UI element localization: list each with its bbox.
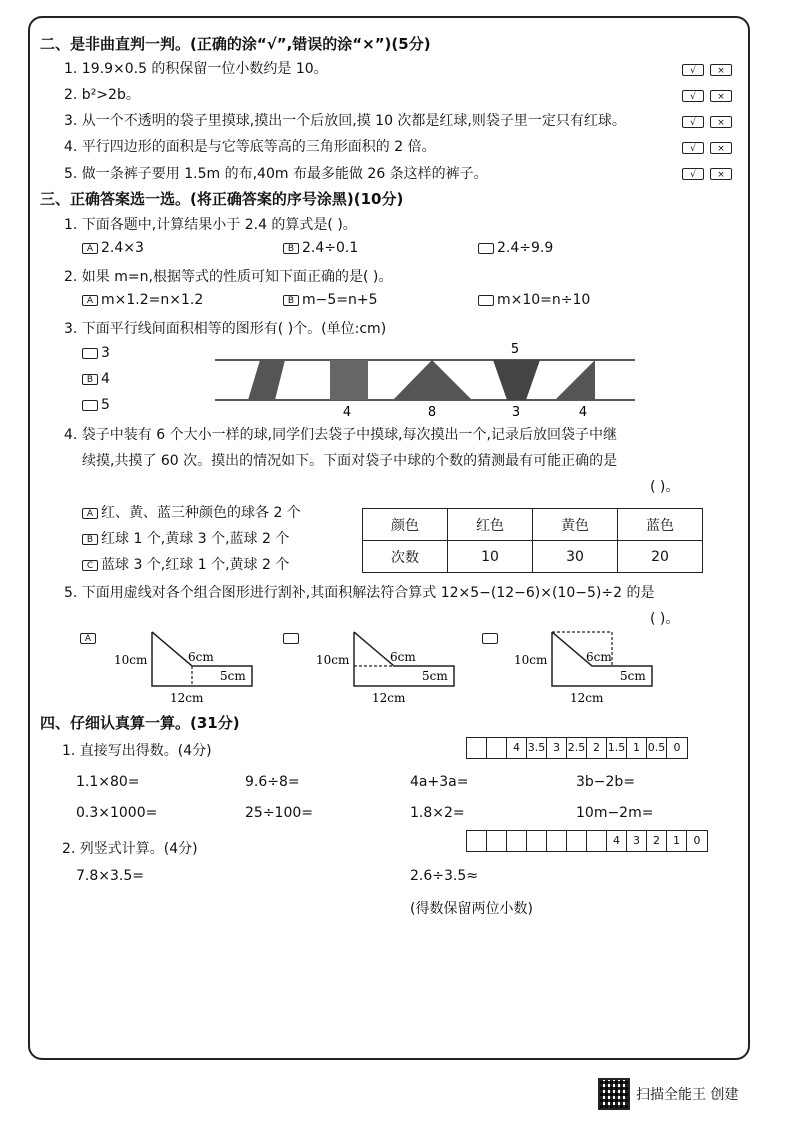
score-cell[interactable]: 1: [667, 831, 687, 851]
score-cell[interactable]: 3: [547, 738, 567, 758]
section-4-title: 四、仔细认真算一算。(31分): [40, 714, 240, 732]
q1-option-b[interactable]: B 2.4÷0.1: [283, 240, 358, 256]
score-cell[interactable]: [467, 831, 487, 851]
score-cell[interactable]: 1.5: [607, 738, 627, 758]
rounding-note: (得数保留两位小数): [410, 901, 533, 917]
score-cell[interactable]: [567, 831, 587, 851]
bottom-length-label: 8: [427, 405, 437, 420]
bottom-length-label: 4: [578, 405, 588, 420]
table-cell: 红色: [448, 509, 533, 541]
q4-text-line1: 4. 袋子中装有 6 个大小一样的球,同学们去袋子中摸球,每次摸出一个,记录后放回袋子中继: [64, 427, 617, 443]
scanner-watermark: [598, 1078, 738, 1110]
q2-option-c[interactable]: m×10=n÷10: [478, 292, 590, 308]
calc-item: 9.6÷8=: [245, 774, 300, 790]
tf-true-bubble[interactable]: √: [682, 64, 704, 76]
score-cell[interactable]: 1: [627, 738, 647, 758]
option-bubble[interactable]: C: [82, 560, 98, 571]
q4-option-b[interactable]: B 红球 1 个,黄球 3 个,蓝球 2 个: [82, 528, 289, 548]
calc-item: 4a+3a=: [410, 774, 469, 790]
q1-text: 1. 下面各题中,计算结果小于 2.4 的算式是( )。: [64, 217, 357, 233]
q4-text-line2: 续摸,共摸了 60 次。摸出的情况如下。下面对袋子中球的个数的猜测最有可能正确的是: [82, 453, 618, 469]
tf-answer-5[interactable]: [682, 168, 732, 180]
q3-text: 3. 下面平行线间面积相等的图形有( )个。(单位:cm): [64, 321, 387, 337]
option-bubble[interactable]: A: [82, 508, 98, 519]
q1-option-c[interactable]: 2.4÷9.9: [478, 240, 553, 256]
vertical-calc-item: 7.8×3.5=: [76, 868, 144, 884]
tf-answer-2[interactable]: [682, 90, 732, 102]
table-cell: 黄色: [533, 509, 618, 541]
q5-option-c[interactable]: [482, 628, 501, 647]
q5-text: 5. 下面用虚线对各个组合图形进行割补,其面积解法符合算式 12×5−(12−6)×(10−5)÷2 的是: [64, 585, 655, 601]
table-cell: 10: [448, 541, 533, 573]
calc-q2-title: 2. 列竖式计算。(4分): [62, 841, 198, 857]
svg-text:6cm: 6cm: [390, 650, 416, 664]
calc-item: 10m−2m=: [576, 805, 654, 821]
option-bubble[interactable]: B: [82, 534, 98, 545]
tf-false-bubble[interactable]: ×: [710, 168, 732, 180]
option-bubble[interactable]: [283, 633, 299, 644]
svg-text:10cm: 10cm: [514, 653, 548, 667]
option-bubble[interactable]: A: [82, 295, 98, 306]
right-triangle-shape: [555, 360, 595, 400]
svg-text:10cm: 10cm: [114, 653, 148, 667]
parallel-lines-figure: [210, 340, 640, 420]
svg-text:5cm: 5cm: [422, 669, 448, 683]
score-grid-2: [466, 830, 708, 852]
q5-option-b[interactable]: [283, 628, 302, 647]
calc-item: 1.1×80=: [76, 774, 140, 790]
tf-false-bubble[interactable]: ×: [710, 142, 732, 154]
q2-text: 2. 如果 m=n,根据等式的性质可知下面正确的是( )。: [64, 269, 393, 285]
table-cell: 颜色: [363, 509, 448, 541]
score-cell[interactable]: 0.5: [647, 738, 667, 758]
svg-text:5cm: 5cm: [620, 669, 646, 683]
svg-text:10cm: 10cm: [316, 653, 350, 667]
tf-answer-3[interactable]: [682, 116, 732, 128]
bottom-length-label: 3: [511, 405, 521, 420]
score-cell[interactable]: 0: [693, 834, 701, 847]
score-cell[interactable]: [467, 738, 487, 758]
calc-item: 1.8×2=: [410, 805, 465, 821]
tf-item-5: 5. 做一条裤子要用 1.5m 的布,40m 布最多能做 26 条这样的裤子。: [64, 166, 488, 182]
q4-answer-blank[interactable]: ( )。: [650, 479, 680, 495]
svg-text:5cm: 5cm: [220, 669, 246, 683]
score-cell[interactable]: [487, 738, 507, 758]
table-row: [363, 541, 703, 573]
svg-text:12cm: 12cm: [372, 691, 406, 705]
calc-item: 3b−2b=: [576, 774, 636, 790]
option-bubble[interactable]: A: [80, 633, 96, 644]
section-3-title: 三、正确答案选一选。(将正确答案的序号涂黑)(10分): [40, 190, 404, 208]
rectangle-shape: [330, 360, 368, 400]
q3-option-a[interactable]: 3: [82, 345, 110, 361]
q2-option-b[interactable]: B m−5=n+5: [283, 292, 378, 308]
score-cell[interactable]: 4: [507, 738, 527, 758]
table-cell: 20: [618, 541, 703, 573]
option-bubble[interactable]: B: [283, 295, 299, 306]
option-bubble[interactable]: [478, 295, 494, 306]
table-cell: 次数: [363, 541, 448, 573]
score-cell[interactable]: [507, 831, 527, 851]
calc-item: 25÷100=: [245, 805, 313, 821]
q5-answer-blank[interactable]: ( )。: [650, 611, 680, 627]
composite-figure-a: [112, 624, 262, 706]
tf-false-bubble[interactable]: ×: [710, 116, 732, 128]
trapezoid-shape: [493, 360, 540, 400]
composite-figure-b: [314, 624, 464, 706]
option-bubble[interactable]: A: [82, 243, 98, 254]
option-bubble[interactable]: [478, 243, 494, 254]
option-bubble[interactable]: B: [82, 374, 98, 385]
tf-answer-1[interactable]: [682, 64, 732, 76]
qr-code-icon: [598, 1078, 630, 1110]
score-cell[interactable]: [487, 831, 507, 851]
q5-option-a[interactable]: [80, 628, 99, 647]
bottom-length-label: 4: [342, 405, 352, 420]
svg-text:12cm: 12cm: [170, 691, 204, 705]
score-cell[interactable]: [547, 831, 567, 851]
composite-figure-c: [512, 624, 672, 706]
q3-option-c[interactable]: 5: [82, 397, 110, 413]
tf-true-bubble[interactable]: √: [682, 142, 704, 154]
score-cell[interactable]: 4: [607, 831, 627, 851]
score-cell[interactable]: 0: [673, 741, 681, 754]
svg-text:6cm: 6cm: [586, 650, 612, 664]
tf-true-bubble[interactable]: √: [682, 90, 704, 102]
triangle-shape: [393, 360, 472, 400]
option-bubble[interactable]: [82, 348, 98, 359]
q4-option-a[interactable]: A 红、黄、蓝三种颜色的球各 2 个: [82, 502, 301, 522]
tf-true-bubble[interactable]: √: [682, 168, 704, 180]
tf-true-bubble[interactable]: √: [682, 116, 704, 128]
parallelogram-shape: [248, 360, 285, 400]
table-row: [363, 509, 703, 541]
score-cell[interactable]: 2: [647, 831, 667, 851]
score-cell[interactable]: 2.5: [567, 738, 587, 758]
q4-option-c[interactable]: C 蓝球 3 个,红球 1 个,黄球 2 个: [82, 554, 289, 574]
vertical-calc-item: 2.6÷3.5≈: [410, 868, 478, 884]
tf-item-2: 2. b²>2b。: [64, 87, 140, 103]
option-bubble[interactable]: [82, 400, 98, 411]
tf-item-1: 1. 19.9×0.5 的积保留一位小数约是 10。: [64, 61, 328, 77]
tf-item-4: 4. 平行四边形的面积是与它等底等高的三角形面积的 2 倍。: [64, 139, 436, 155]
tf-answer-4[interactable]: [682, 142, 732, 154]
section-2-title: 二、是非曲直判一判。(正确的涂“√”,错误的涂“×”)(5分): [40, 35, 431, 53]
option-bubble[interactable]: B: [283, 243, 299, 254]
watermark-text: 扫描全能王 创建: [636, 1087, 739, 1103]
score-grid-1: [466, 737, 688, 759]
score-cell[interactable]: 3.5: [527, 738, 547, 758]
svg-text:6cm: 6cm: [188, 650, 214, 664]
calc-q1-title: 1. 直接写出得数。(4分): [62, 743, 212, 759]
q3-option-b[interactable]: B 4: [82, 371, 110, 387]
q2-option-a[interactable]: A m×1.2=n×1.2: [82, 292, 203, 308]
tf-false-bubble[interactable]: ×: [710, 64, 732, 76]
tf-item-3: 3. 从一个不透明的袋子里摸球,摸出一个后放回,摸 10 次都是红球,则袋子里一定只有红球。: [64, 113, 626, 129]
tf-false-bubble[interactable]: ×: [710, 90, 732, 102]
score-cell[interactable]: [527, 831, 547, 851]
ball-count-table: [362, 508, 703, 573]
q1-option-a[interactable]: A 2.4×3: [82, 240, 144, 256]
score-cell[interactable]: 3: [627, 831, 647, 851]
option-bubble[interactable]: [482, 633, 498, 644]
score-cell[interactable]: [587, 831, 607, 851]
table-cell: 蓝色: [618, 509, 703, 541]
calc-item: 0.3×1000=: [76, 805, 158, 821]
table-cell: 30: [533, 541, 618, 573]
svg-text:12cm: 12cm: [570, 691, 604, 705]
top-length-label: 5: [510, 342, 520, 357]
score-cell[interactable]: 2: [587, 738, 607, 758]
